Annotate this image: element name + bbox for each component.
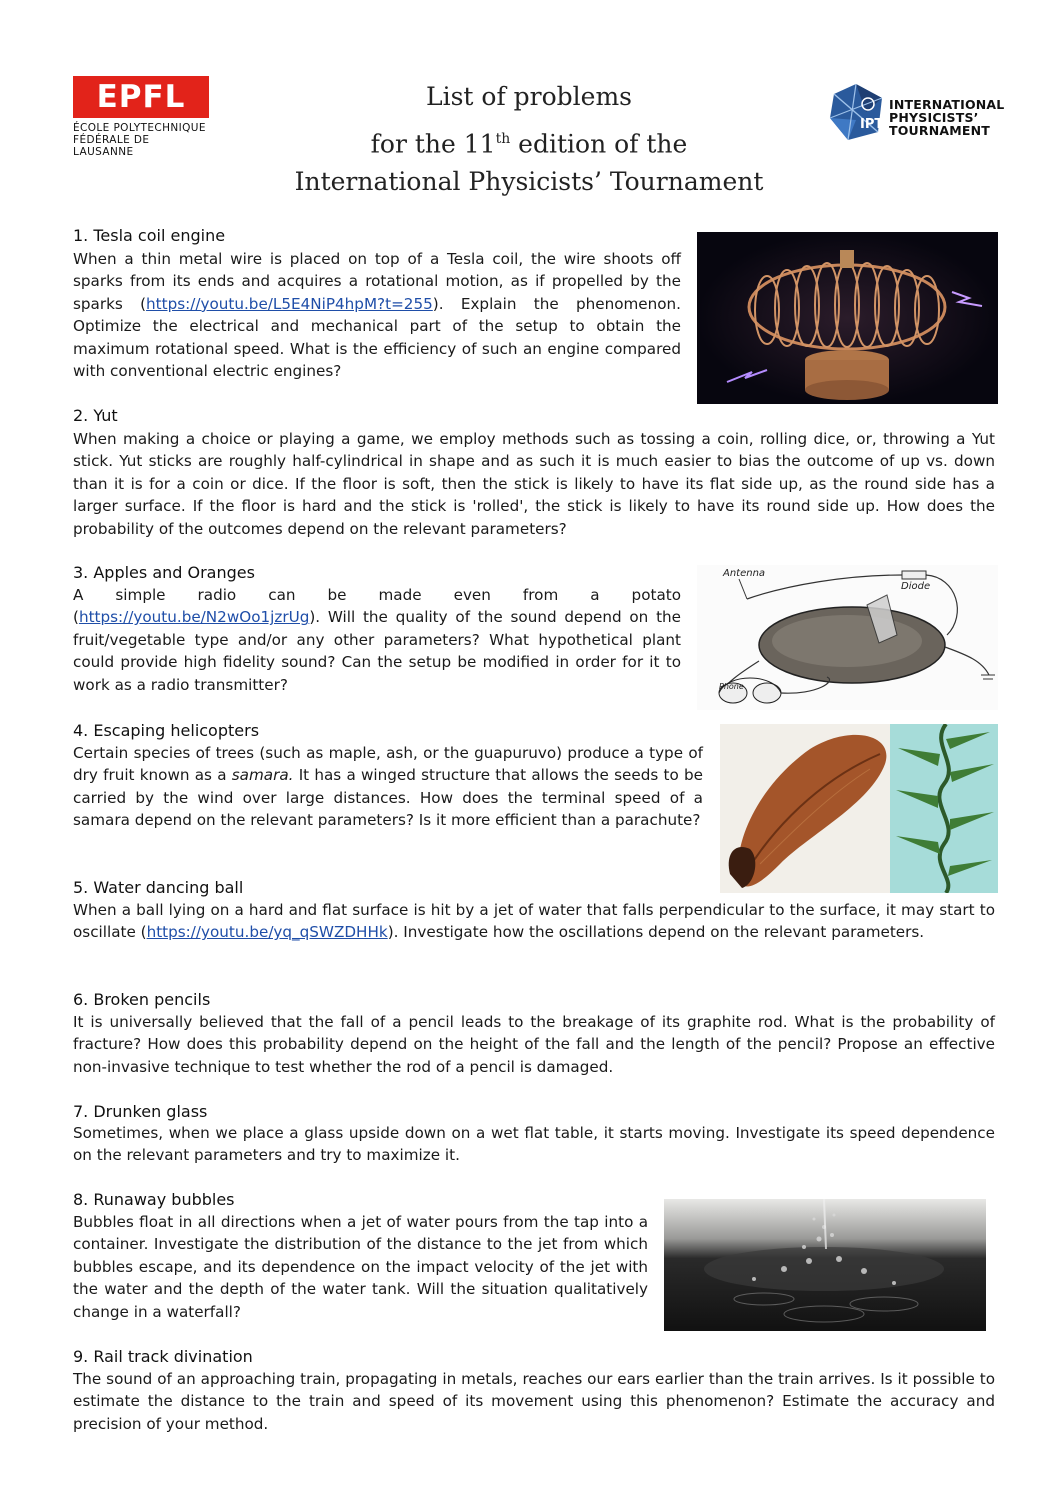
problem-6-text: It is universally believed that the fall of a pencil leads to the breakage of its graphite rod. What is the probability of fracture? How does this probability depend on the height of the fall and the length of the pencil? Propose an effective non-invasive technique to test whether the rod of a pencil is damaged. [73, 1013, 995, 1076]
problem-7-title: 7. Drunken glass [73, 1102, 208, 1121]
problem-9-text: The sound of an approaching train, propagating in metals, reaches our ears earlier than the train arrives. Is it possible to estimate the distance to the train and speed of its movement using this phenomenon? Estimate the accuracy and precision of your method. [73, 1370, 995, 1433]
problem-3-link[interactable]: https://youtu.be/N2wOo1jzrUg [78, 608, 310, 627]
problem-3-title: 3. Apples and Oranges [73, 563, 255, 582]
problem-2-text: When making a choice or playing a game, we employ methods such as tossing a coin, rolling dice, or, throwing a Yut stick. Yut sticks are roughly half-cylindrical in shape and as such it is much easier to bias the outcome of up vs. down than it is for a coin or dice. If the floor is soft, then the stick is likely to have its flat side up, as the round side has a larger surface. If the floor is hard and the stick is 'rolled', the stick is likely to have its round side up. How does the probability of the outcomes depend on the relevant parameters? [73, 430, 995, 538]
problem-3-text: A simple radio can be made even from a potato (https://youtu.be/N2wOo1jzrUg). Will the quality of the sound depend on the fruit/vegetable type and/or any other parameters? What hypothetical plant could provide high fidelity sound? Can the setup be modified in order for it to work as a radio transmitter? [73, 586, 681, 694]
problem-1-link[interactable]: https://youtu.be/L5E4NiP4hpM?t=255 [146, 294, 433, 313]
page-title-line3: International Physicists’ Tournament [294, 167, 764, 196]
figure-label-antenna: Antenna [723, 568, 766, 579]
problem-4-text: Certain species of trees (such as maple, ash, or the guapuruvo) produce a type of dry fruit known as a samara. It has a winged structure that allows the seeds to be carried by the wind over large distances. How does the terminal speed of a samara depend on the relevant parameters? Is it more efficient than a parachute? [73, 744, 703, 830]
page-title-line1: List of problems [425, 82, 632, 111]
problem-1-title: 1. Tesla coil engine [73, 226, 226, 245]
svg-text:IPT: IPT [860, 117, 884, 132]
problem-8-text: Bubbles float in all directions when a jet of water pours from the tap into a container. Investigate the distribution of the distance to the jet from which bubbles escape, and its dependence on the impact velocity of the jet with the water and the depth of the water tank. Will the situation qualitatively change in a waterfall? [73, 1213, 648, 1321]
problem-4-title: 4. Escaping helicopters [73, 721, 260, 740]
problem-8-title: 8. Runaway bubbles [73, 1190, 235, 1209]
samara-seed-image [720, 724, 890, 893]
figure-label-diode: Diode [901, 581, 931, 592]
page-title-line2: for the 11th edition of the [370, 129, 688, 159]
problem-6-title: 6. Broken pencils [73, 990, 211, 1009]
problem-5-title: 5. Water dancing ball [73, 878, 244, 897]
problem-5-link[interactable]: https://youtu.be/yq_qSWZDHHk [146, 923, 388, 942]
ipt-logo-text: INTERNATIONAL PHYSICISTS’ TOURNAMENT [889, 97, 1005, 138]
samara-spiral-image [890, 724, 998, 893]
problem-7-text: Sometimes, when we place a glass upside down on a wet flat table, it starts moving. Investigate its speed dependence on the relevant parameters and try to maximize it. [73, 1124, 995, 1165]
problem-9-title: 9. Rail track divination [73, 1347, 253, 1366]
water-splash-image [664, 1199, 986, 1331]
figure-label-phone: Phone [719, 682, 744, 691]
tesla-coil-image [697, 232, 998, 404]
epfl-logo-subtitle: ÉCOLE POLYTECHNIQUE FÉDÉRALE DE LAUSANNE [73, 122, 206, 158]
potato-radio-figure [697, 565, 998, 710]
epfl-logo-word: EPFL [96, 79, 186, 115]
ipt-logo-mark [826, 82, 886, 142]
problem-1-text: When a thin metal wire is placed on top of a Tesla coil, the wire shoots off sparks from its ends and acquires a rotational motion, as if propelled by the sparks (https://youtu.be/L5E4NiP4hpM?t=255). Explain the phenomenon. Optimize the electrical and mechanical part of the setup to obtain the maximum rotational speed. What is the efficiency of such an engine compared with conventional electric engines? [73, 250, 681, 381]
problem-5-text: When a ball lying on a hard and flat surface is hit by a jet of water that falls perpendicular to the surface, it may start to oscillate (https://youtu.be/yq_qSWZDHHk). Investigate how the oscillations depend on the relevant parameters. [73, 901, 995, 942]
problem-2-title: 2. Yut [73, 406, 118, 425]
